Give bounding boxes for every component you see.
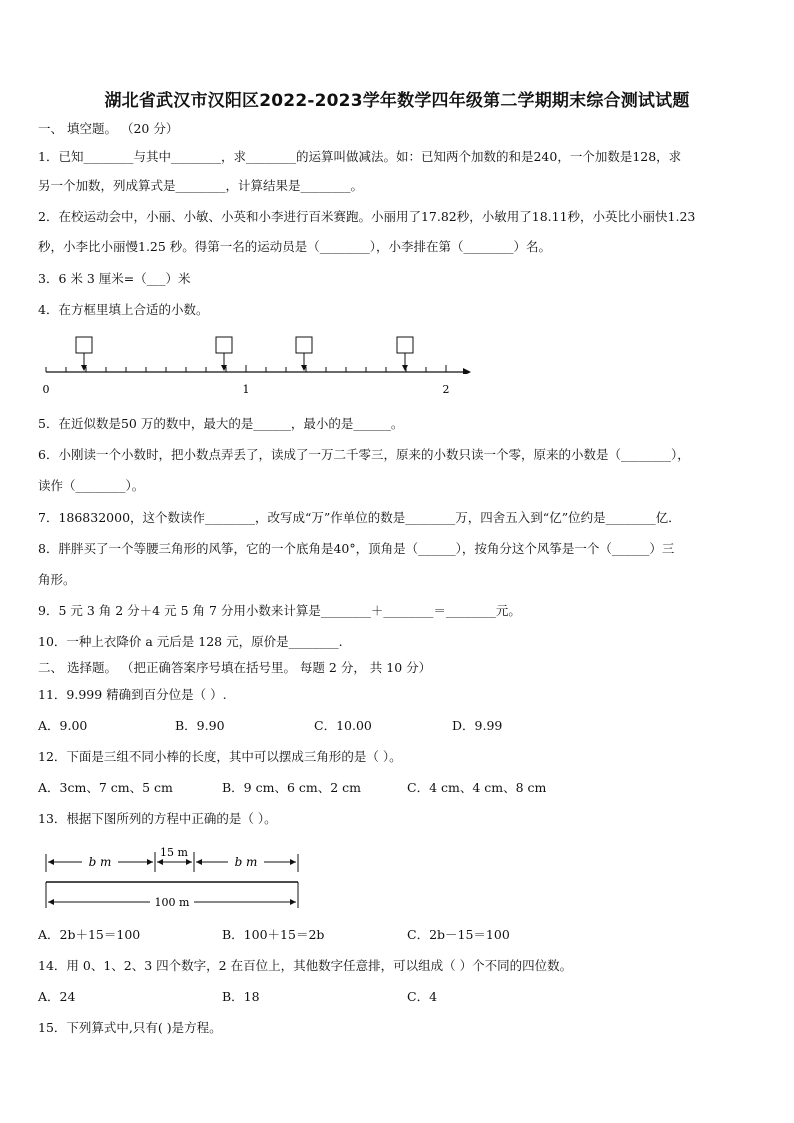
answer-box-3	[296, 337, 312, 371]
q13-option-a: A．2b＋15＝100	[38, 927, 141, 942]
q13-option-b: B．100＋15＝2b	[222, 927, 325, 942]
q14-option-a: A．24	[38, 989, 76, 1004]
question-10: 10．一种上衣降价 a 元后是 128 元，原价是________.	[38, 634, 343, 649]
page-title: 湖北省武汉市汉阳区2022-2023学年数学四年级第二学期期末综合测试试题	[104, 91, 690, 111]
number-line-label-2: 2	[442, 383, 450, 396]
segment-label-total: 100 m	[154, 896, 190, 909]
arrow-head-icon	[463, 368, 471, 374]
question-3: 3．6 米 3 厘米=（___）米	[38, 271, 191, 286]
question-2-line-2: 秒，小李比小丽慢1.25 秒。得第一名的运动员是（________），小李排在第（________）名。	[38, 239, 552, 254]
number-line-figure	[38, 334, 478, 374]
question-8-line-2: 角形。	[38, 572, 76, 587]
q11-option-d: D．9.99	[452, 718, 503, 733]
section-2-heading: 二、 选择题。 （把正确答案序号填在括号里。 每题 2 分， 共 10 分）	[38, 660, 432, 675]
question-8-line-1: 8．胖胖买了一个等腰三角形的风筝，它的一个底角是40°，顶角是（______），按角分这个风筝是一个（______）三	[38, 541, 675, 556]
q11-option-b: B．9.90	[175, 718, 225, 733]
question-12: 12．下面是三组不同小棒的长度，其中可以摆成三角形的是（ ）。	[38, 749, 402, 764]
q11-option-c: C．10.00	[314, 718, 372, 733]
number-line-labels	[38, 380, 478, 398]
answer-box-2	[216, 337, 232, 371]
question-2-line-1: 2．在校运动会中，小丽、小敏、小英和小李进行百米赛跑。小丽用了17.82秒，小敏用了18.11秒，小英比小丽快1.23	[38, 209, 696, 224]
question-6-line-2: 读作（________）。	[38, 478, 145, 493]
question-11: 11．9.999 精确到百分位是（ ）.	[38, 687, 227, 702]
question-5: 5．在近似数是50 万的数中，最大的是______，最小的是______。	[38, 416, 404, 431]
question-14: 14．用 0、1、2、3 四个数字，2 在百位上，其他数字任意排，可以组成（ ）个不同的四位数。	[38, 958, 573, 973]
segment-label-right: b m	[234, 855, 258, 869]
number-line-ticks	[46, 365, 446, 372]
q12-option-a: A．3cm、7 cm、5 cm	[38, 780, 173, 795]
question-13: 13．根据下图所列的方程中正确的是（ ）。	[38, 811, 277, 826]
q12-option-b: B．9 cm、6 cm、2 cm	[222, 780, 362, 795]
segment-label-left: b m	[88, 855, 112, 869]
question-9: 9．5 元 3 角 2 分＋4 元 5 角 7 分用小数来计算是________＋________＝________元。	[38, 603, 521, 618]
number-line-label-0: 0	[42, 383, 50, 396]
answer-box-1	[76, 337, 92, 371]
number-line-label-1: 1	[242, 383, 250, 396]
q12-option-c: C．4 cm、4 cm、8 cm	[407, 780, 547, 795]
q14-option-b: B．18	[222, 989, 260, 1004]
segment-label-mid: 15 m	[160, 846, 188, 859]
question-7: 7．186832000，这个数读作________，改写成“万”作单位的数是________万，四舍五入到“亿”位约是________亿．	[38, 510, 681, 525]
segment-diagram	[42, 842, 310, 914]
q13-option-c: C．2b－15＝100	[407, 927, 510, 942]
q11-option-a: A．9.00	[38, 718, 88, 733]
question-1-line-2: 另一个加数，列成算式是________，计算结果是________。	[38, 178, 364, 193]
question-6-line-1: 6．小刚读一个小数时，把小数点弄丢了，读成了一万二千零三，原来的小数只读一个零，原来的小数是（________），	[38, 447, 690, 462]
question-1-line-1: 1．已知________与其中________，求________的运算叫做减法。如：已知两个加数的和是240，一个加数是128，求	[38, 149, 682, 164]
question-4: 4．在方框里填上合适的小数。	[38, 302, 209, 317]
q14-option-c: C．4	[407, 989, 438, 1004]
question-15: 15．下列算式中,只有( )是方程。	[38, 1020, 222, 1035]
answer-box-4	[397, 337, 413, 371]
section-1-heading: 一、 填空题。 （20 分）	[38, 121, 179, 136]
